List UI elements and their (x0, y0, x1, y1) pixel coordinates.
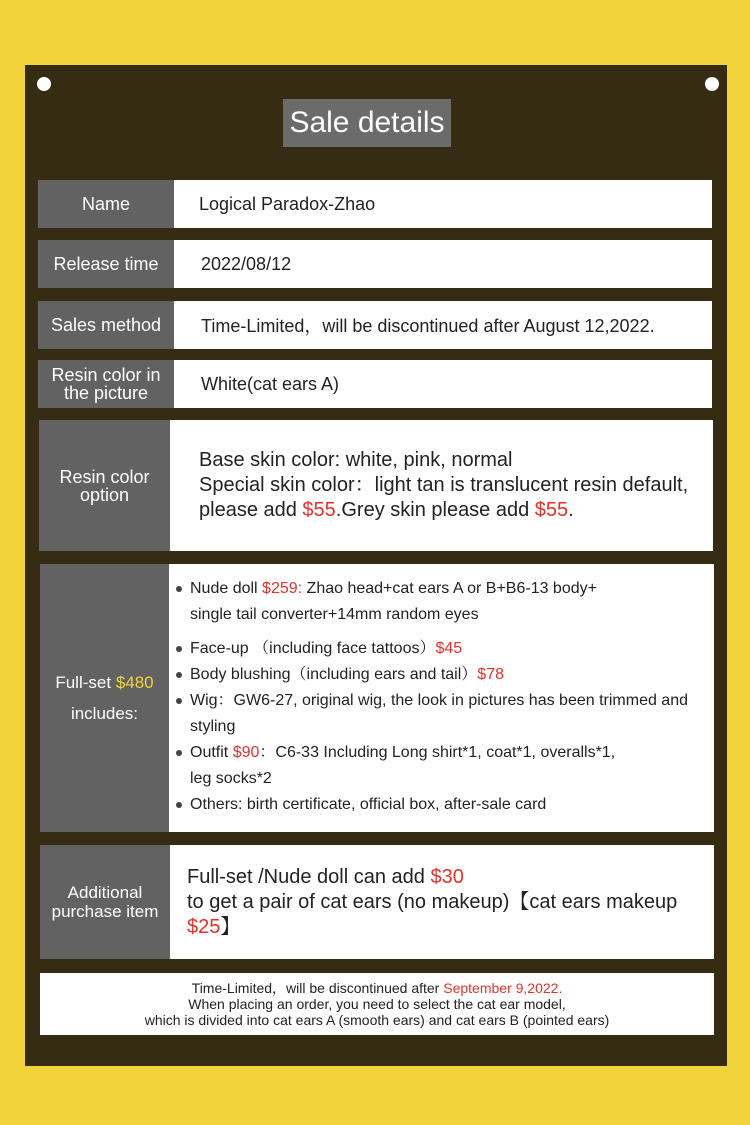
footer-line: When placing an order, you need to select the cat ear model, (188, 996, 566, 1012)
row-name (38, 180, 712, 228)
row-value-sales-method: Time-Limited，will be discontinued after August 12,2022. (174, 301, 712, 349)
row-additional (40, 845, 714, 959)
page-title: Sale details (283, 99, 451, 147)
list-item: Nude doll $259: Zhao head+cat ears A or B+B6-13 body+ single tail converter+14mm random eyes (174, 576, 688, 628)
list-item: Face-up （including face tattoos）$45 (174, 636, 688, 662)
footer-line: Time-Limited，will be discontinued after September 9,2022. (191, 980, 563, 996)
skin-line (199, 498, 574, 523)
row-label-additional (40, 845, 170, 959)
pin-dot-right (705, 77, 719, 91)
row-value-resin-picture: White(cat ears A) (174, 360, 712, 408)
row-value-release-time: 2022/08/12 (174, 240, 712, 288)
row-label-resin-option (39, 420, 170, 551)
label-line: Resin color in (51, 365, 161, 385)
price: $55 (302, 499, 336, 521)
text: .Grey skin please add (335, 499, 535, 521)
text: . (568, 499, 574, 521)
pin-dot-left (37, 77, 51, 91)
row-value-fullset (169, 564, 714, 832)
additional-line: Full-set /Nude doll can add $30 (187, 865, 464, 888)
row-resin-option (39, 420, 713, 551)
label-line: option (79, 484, 130, 505)
list-item: Outfit $90：C6-33 Including Long shirt*1, coat*1, overalls*1, leg socks*2 (174, 740, 688, 792)
skin-line: Special skin color：light tan is translucent resin default, (199, 474, 689, 496)
label-line (55, 667, 153, 698)
text: please add (199, 499, 303, 521)
row-fullset (40, 564, 714, 832)
fullset-list (174, 576, 688, 818)
row-release-time (38, 240, 712, 288)
row-label-resin-picture (38, 360, 174, 408)
skin-line: Base skin color: white, pink, normal (199, 449, 513, 471)
price: $55 (534, 499, 569, 521)
row-value-name: Logical Paradox-Zhao (174, 180, 712, 228)
list-item: Others: birth certificate, official box, after-sale card (174, 792, 688, 818)
row-value-resin-option (170, 420, 713, 551)
row-label-name: Name (38, 180, 174, 228)
footer-notice (40, 973, 714, 1035)
row-label-fullset (40, 564, 169, 832)
row-label-sales-method: Sales method (38, 301, 174, 349)
additional-line: to get a pair of cat ears (no makeup)【cat ears makeup $25】 (187, 890, 678, 938)
label-line: the picture (63, 383, 149, 403)
row-label-release-time: Release time (38, 240, 174, 288)
label-line: Additional (67, 883, 143, 902)
list-item: Body blushing（including ears and tail）$78 (174, 662, 688, 688)
label-line: Resin color (59, 466, 150, 487)
footer-line: which is divided into cat ears A (smooth ears) and cat ears B (pointed ears) (144, 1012, 610, 1028)
row-resin-picture (38, 360, 712, 408)
label-line: purchase item (51, 902, 159, 921)
text: Full-set (55, 673, 116, 692)
row-sales-method (38, 301, 712, 349)
sale-details-board (25, 65, 727, 1066)
label-line: includes: (70, 704, 139, 723)
list-item: Wig：GW6-27, original wig, the look in pictures has been trimmed and styling (174, 688, 688, 740)
row-value-additional (170, 845, 714, 959)
price: $480 (115, 673, 154, 692)
